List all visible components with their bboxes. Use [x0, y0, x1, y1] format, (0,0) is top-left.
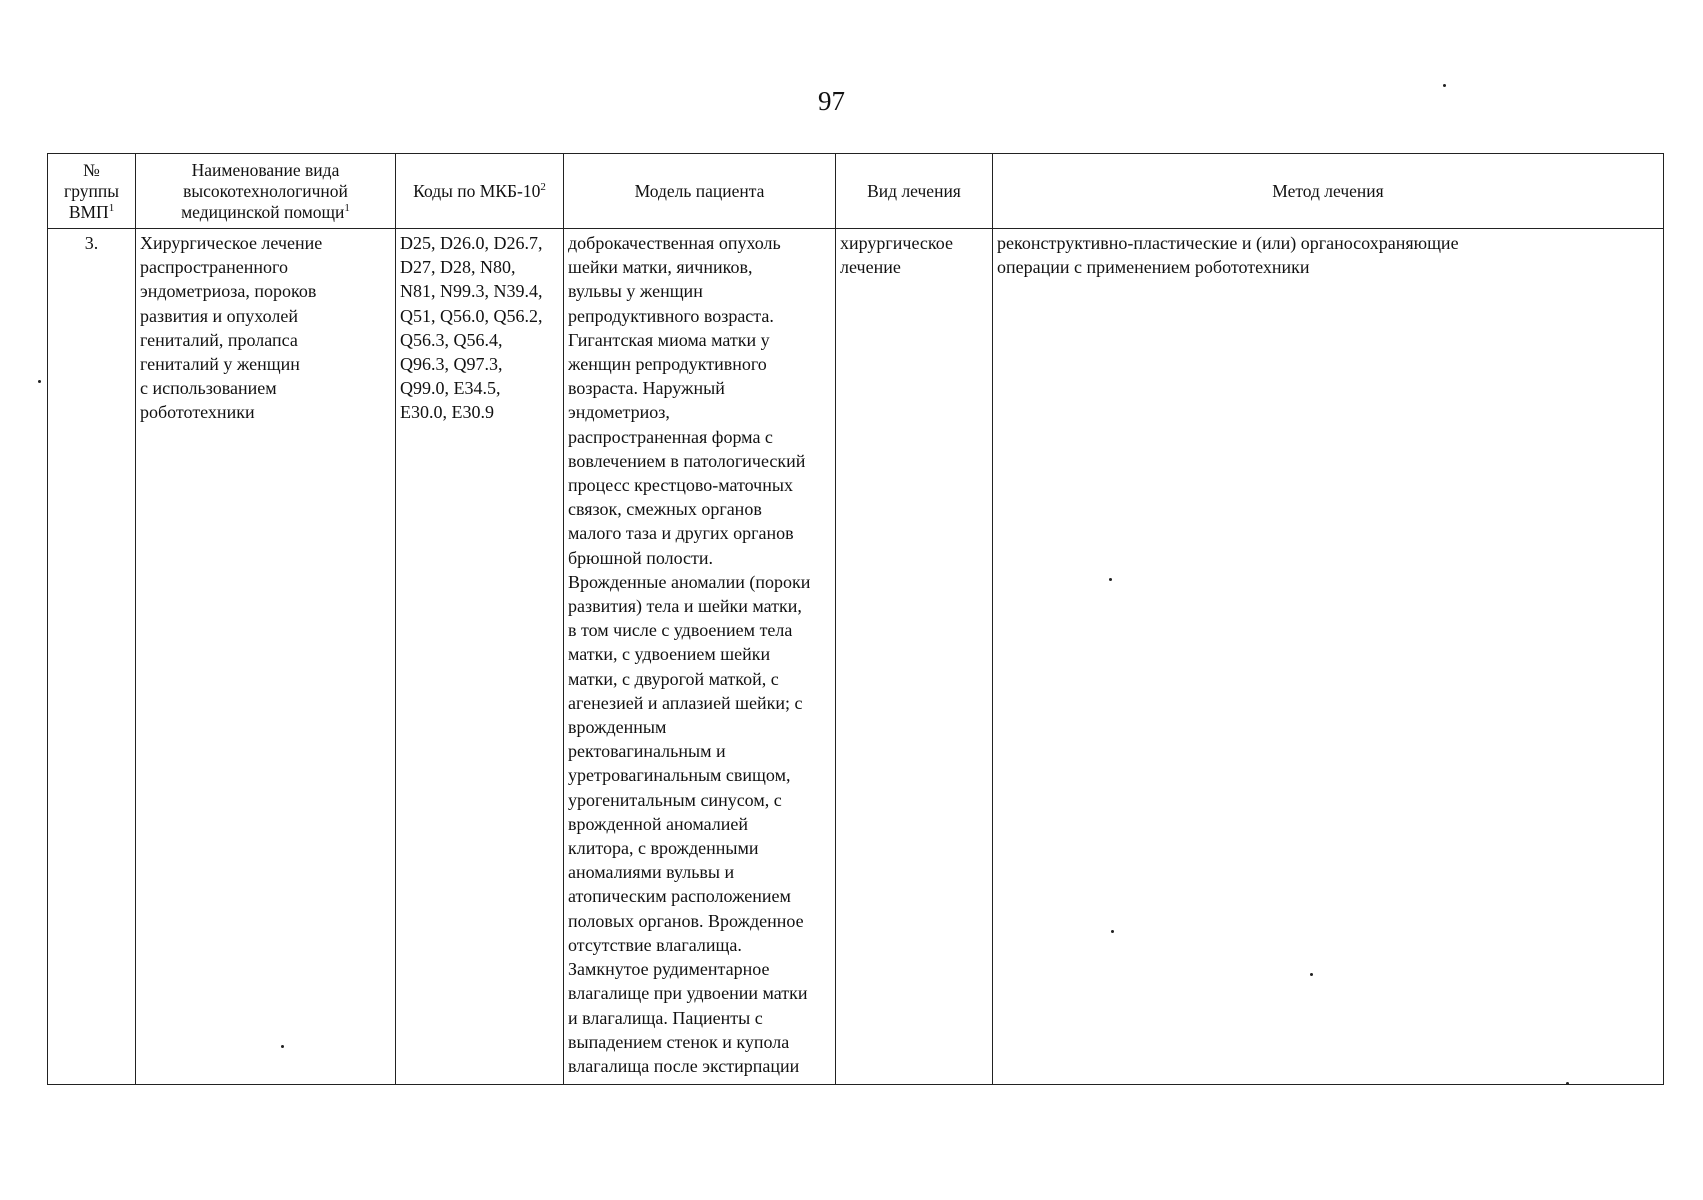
- medical-care-table: [47, 153, 1664, 1085]
- header-line: высокотехнологичной: [183, 180, 348, 201]
- cell-line: врожденным: [568, 717, 667, 738]
- cell-line: D27, D28, N80,: [400, 257, 516, 278]
- header-treatment-type: Вид лечения: [836, 154, 993, 229]
- cell-line: Q51, Q56.0, Q56.2,: [400, 305, 543, 326]
- table-header-row: [48, 154, 1664, 229]
- cell-line: робототехники: [140, 402, 255, 423]
- cell-patient-model: [564, 229, 836, 1085]
- header-line: №: [83, 159, 100, 180]
- cell-line: матки, с удвоением шейки: [568, 644, 771, 665]
- footnote-mark: 1: [108, 201, 115, 214]
- cell-line: в том числе с удвоением тела: [568, 620, 793, 641]
- cell-line: Q56.3, Q56.4,: [400, 329, 503, 350]
- cell-line: Q96.3, Q97.3,: [400, 354, 503, 375]
- cell-line: E30.0, E30.9: [400, 402, 494, 423]
- cell-line: возраста. Наружный: [568, 378, 725, 399]
- cell-line: Q99.0, E34.5,: [400, 378, 501, 399]
- cell-line: ректовагинальным и: [568, 741, 726, 762]
- cell-line: реконструктивно-пластические и (или) органосохраняющие: [997, 233, 1459, 253]
- header-group-number: [48, 154, 136, 229]
- cell-line: с использованием: [140, 378, 277, 399]
- cell-line: уретровагинальным свищом,: [568, 765, 791, 786]
- cell-line: D25, D26.0, D26.7,: [400, 233, 543, 253]
- cell-line: лечение: [840, 257, 901, 278]
- cell-line: хирургическое: [840, 233, 953, 253]
- table-row: [48, 229, 1664, 1085]
- cell-treatment-type: [836, 229, 993, 1085]
- header-icd-codes: Коды по МКБ-$10^2$: [396, 154, 564, 229]
- header-line: ВМП$^1$: [68, 201, 115, 222]
- scan-speck: [1111, 930, 1114, 933]
- cell-icd-codes: [396, 229, 564, 1085]
- header-care-type: [136, 154, 396, 229]
- cell-line: брюшной полости.: [568, 547, 714, 568]
- cell-line: вульвы у женщин: [568, 281, 703, 302]
- cell-group-number: 3.: [48, 229, 136, 1085]
- header-patient-model: Модель пациента: [564, 154, 836, 229]
- cell-line: выпадением стенок и купола: [568, 1031, 790, 1052]
- cell-line: малого таза и других органов: [568, 523, 794, 544]
- cell-line: развития) тела и шейки матки,: [568, 596, 802, 617]
- cell-line: распространенного: [140, 257, 288, 278]
- cell-line: врожденной аномалией: [568, 813, 748, 834]
- scan-speck: [1443, 84, 1446, 87]
- cell-line: отсутствие влагалища.: [568, 934, 742, 955]
- cell-line: матки, с двурогой маткой, с: [568, 668, 779, 689]
- cell-line: атопическим расположением: [568, 886, 791, 907]
- cell-line: гениталий, пролапса: [140, 329, 298, 350]
- cell-care-type: [136, 229, 396, 1085]
- cell-treatment-method: [993, 229, 1664, 1085]
- cell-line: Гигантская миома матки у: [568, 329, 770, 350]
- footnote-mark: 2: [540, 180, 546, 193]
- cell-line: процесс крестцово-маточных: [568, 475, 793, 496]
- cell-line: женщин репродуктивного: [568, 354, 767, 375]
- cell-line: связок, смежных органов: [568, 499, 762, 520]
- cell-line: и влагалища. Пациенты с: [568, 1007, 763, 1028]
- cell-line: Хирургическое лечение: [140, 233, 323, 253]
- cell-line: эндометриоз,: [568, 402, 670, 423]
- scan-speck: [38, 380, 41, 383]
- cell-line: половых органов. Врожденное: [568, 910, 804, 931]
- cell-line: аномалиями вульвы и: [568, 862, 735, 883]
- header-line: Наименование вида: [191, 159, 340, 180]
- scan-speck: [1566, 1082, 1569, 1085]
- cell-line: развития и опухолей: [140, 305, 298, 326]
- cell-line: влагалище при удвоении матки: [568, 983, 808, 1004]
- scan-speck: [1310, 973, 1313, 976]
- cell-line: Врожденные аномалии (пороки: [568, 571, 811, 592]
- header-line: медицинской помощи$^1$: [181, 201, 350, 222]
- cell-line: вовлечением в патологический: [568, 450, 806, 471]
- footnote-mark: 1: [344, 201, 350, 214]
- cell-line: агенезией и аплазией шейки; с: [568, 692, 803, 713]
- cell-line: клитора, с врожденными: [568, 838, 759, 859]
- cell-line: урогенитальным синусом, с: [568, 789, 782, 810]
- scan-speck: [1109, 578, 1112, 581]
- cell-line: N81, N99.3, N39.4,: [400, 281, 543, 302]
- header-treatment-method: Метод лечения: [993, 154, 1664, 229]
- cell-line: эндометриоза, пороков: [140, 281, 317, 302]
- cell-line: гениталий у женщин: [140, 354, 300, 375]
- cell-line: репродуктивного возраста.: [568, 305, 774, 326]
- header-line: группы: [64, 180, 119, 201]
- scan-speck: [281, 1045, 284, 1048]
- cell-line: шейки матки, яичников,: [568, 257, 753, 278]
- cell-line: Замкнутое рудиментарное: [568, 959, 770, 980]
- cell-line: распространенная форма с: [568, 426, 773, 447]
- page-number: 97: [818, 86, 845, 116]
- cell-line: доброкачественная опухоль: [568, 233, 781, 253]
- cell-line: операции с применением робототехники: [997, 257, 1310, 278]
- cell-line: влагалища после экстирпации: [568, 1055, 800, 1076]
